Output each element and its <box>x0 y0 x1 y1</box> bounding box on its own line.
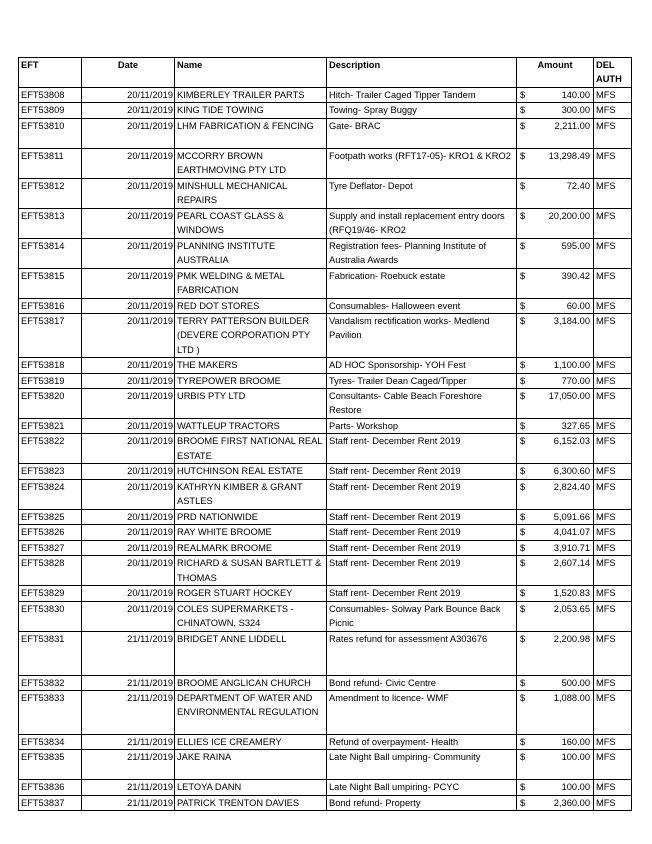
table-row <box>19 525 632 540</box>
cell-eft: EFT53809 <box>19 103 82 118</box>
cell-eft: EFT53833 <box>19 690 82 734</box>
currency-symbol: $ <box>520 603 526 614</box>
cell-eft: EFT53825 <box>19 509 82 524</box>
cell-date: 20/11/2019 <box>82 87 175 102</box>
amount-value: 3,910.71 <box>553 542 590 553</box>
currency-symbol: $ <box>520 633 526 644</box>
cell-description: Registration fees- Planning Institute of Australia Awards <box>327 238 517 268</box>
header-description: Description <box>327 58 517 88</box>
cell-name: PEARL COAST GLASS & WINDOWS <box>175 208 327 238</box>
cell-eft: EFT53837 <box>19 795 82 810</box>
cell-date: 20/11/2019 <box>82 586 175 601</box>
cell-eft: EFT53831 <box>19 631 82 675</box>
amount-value: 595.00 <box>561 240 590 251</box>
cell-del-auth: MFS <box>594 556 632 586</box>
cell-description: Vandalism rectification works- Medlend Pavilion <box>327 314 517 358</box>
cell-name: DEPARTMENT OF WATER AND ENVIRONMENTAL REGULATION <box>175 690 327 734</box>
cell-eft: EFT53820 <box>19 389 82 419</box>
cell-del-auth: MFS <box>594 268 632 298</box>
table-row <box>19 509 632 524</box>
amount-value: 500.00 <box>561 677 590 688</box>
cell-name: ROGER STUART HOCKEY <box>175 586 327 601</box>
table-row <box>19 103 632 118</box>
amount-value: 72.40 <box>566 180 590 191</box>
currency-symbol: $ <box>520 436 526 447</box>
currency-symbol: $ <box>520 466 526 477</box>
cell-eft: EFT53836 <box>19 780 82 795</box>
cell-amount <box>517 103 594 118</box>
cell-eft: EFT53810 <box>19 118 82 148</box>
cell-amount <box>517 148 594 178</box>
cell-amount <box>517 298 594 313</box>
cell-amount <box>517 118 594 148</box>
currency-symbol: $ <box>520 180 526 191</box>
cell-description: Tyre Deflator- Depot <box>327 178 517 208</box>
header-row <box>19 58 632 88</box>
cell-date: 20/11/2019 <box>82 509 175 524</box>
currency-symbol: $ <box>520 752 526 763</box>
cell-del-auth: MFS <box>594 631 632 675</box>
amount-value: 2,200.98 <box>553 633 590 644</box>
cell-name: LHM FABRICATION & FENCING <box>175 118 327 148</box>
cell-del-auth: MFS <box>594 314 632 358</box>
cell-del-auth: MFS <box>594 238 632 268</box>
cell-date: 20/11/2019 <box>82 389 175 419</box>
cell-eft: EFT53818 <box>19 358 82 373</box>
table-row <box>19 434 632 464</box>
amount-value: 160.00 <box>561 736 590 747</box>
table-row <box>19 690 632 734</box>
cell-amount <box>517 87 594 102</box>
amount-value: 2,053.65 <box>553 603 590 614</box>
table-row <box>19 464 632 479</box>
cell-del-auth: MFS <box>594 509 632 524</box>
cell-eft: EFT53826 <box>19 525 82 540</box>
cell-description: Staff rent- December Rent 2019 <box>327 525 517 540</box>
cell-date: 20/11/2019 <box>82 479 175 509</box>
amount-value: 60.00 <box>566 300 590 311</box>
cell-name: LETOYA DANN <box>175 780 327 795</box>
cell-date: 20/11/2019 <box>82 178 175 208</box>
cell-amount <box>517 509 594 524</box>
cell-description: Parts- Workshop <box>327 419 517 434</box>
header-name: Name <box>175 58 327 88</box>
cell-description: Tyres- Trailer Dean Caged/Tipper <box>327 373 517 388</box>
amount-value: 390.42 <box>561 270 590 281</box>
cell-del-auth: MFS <box>594 358 632 373</box>
amount-value: 17,050.00 <box>548 391 590 402</box>
cell-date: 20/11/2019 <box>82 434 175 464</box>
table-row <box>19 631 632 675</box>
cell-date: 20/11/2019 <box>82 525 175 540</box>
cell-amount <box>517 675 594 690</box>
currency-symbol: $ <box>520 481 526 492</box>
cell-del-auth: MFS <box>594 586 632 601</box>
cell-date: 20/11/2019 <box>82 118 175 148</box>
cell-description: Fabrication- Roebuck estate <box>327 268 517 298</box>
cell-date: 20/11/2019 <box>82 464 175 479</box>
cell-date: 21/11/2019 <box>82 795 175 810</box>
currency-symbol: $ <box>520 89 526 100</box>
cell-date: 20/11/2019 <box>82 540 175 555</box>
cell-description: Consumables- Halloween event <box>327 298 517 313</box>
header-eft: EFT <box>19 58 82 88</box>
cell-eft: EFT53821 <box>19 419 82 434</box>
currency-symbol: $ <box>520 300 526 311</box>
currency-symbol: $ <box>520 421 526 432</box>
cell-name: BROOME ANGLICAN CHURCH <box>175 675 327 690</box>
cell-amount <box>517 734 594 749</box>
cell-eft: EFT53812 <box>19 178 82 208</box>
cell-del-auth: MFS <box>594 208 632 238</box>
cell-del-auth: MFS <box>594 389 632 419</box>
cell-name: RAY WHITE BROOME <box>175 525 327 540</box>
cell-eft: EFT53822 <box>19 434 82 464</box>
cell-name: KATHRYN KIMBER & GRANT ASTLES <box>175 479 327 509</box>
cell-name: COLES SUPERMARKETS - CHINATOWN, S324 <box>175 601 327 631</box>
cell-amount <box>517 690 594 734</box>
cell-name: KING TIDE TOWING <box>175 103 327 118</box>
cell-description: AD HOC Sponsorship- YOH Fest <box>327 358 517 373</box>
cell-amount <box>517 795 594 810</box>
cell-del-auth: MFS <box>594 118 632 148</box>
cell-amount <box>517 389 594 419</box>
table-row <box>19 556 632 586</box>
cell-del-auth: MFS <box>594 540 632 555</box>
cell-amount <box>517 464 594 479</box>
currency-symbol: $ <box>520 240 526 251</box>
table-row <box>19 540 632 555</box>
cell-date: 21/11/2019 <box>82 631 175 675</box>
cell-name: TYREPOWER BROOME <box>175 373 327 388</box>
cell-name: WATTLEUP TRACTORS <box>175 419 327 434</box>
payments-table <box>18 57 632 811</box>
cell-description: Staff rent- December Rent 2019 <box>327 586 517 601</box>
cell-name: THE MAKERS <box>175 358 327 373</box>
cell-description: Refund of overpayment- Health <box>327 734 517 749</box>
cell-description: Hitch- Trailer Caged Tipper Tandem <box>327 87 517 102</box>
amount-value: 100.00 <box>561 782 590 793</box>
amount-value: 300.00 <box>561 105 590 116</box>
currency-symbol: $ <box>520 375 526 386</box>
cell-name: BRIDGET ANNE LIDDELL <box>175 631 327 675</box>
amount-value: 2,360.00 <box>553 797 590 808</box>
cell-eft: EFT53828 <box>19 556 82 586</box>
cell-amount <box>517 314 594 358</box>
table-row <box>19 87 632 102</box>
cell-description: Supply and install replacement entry doors (RFQ19/46- KRO2 <box>327 208 517 238</box>
currency-symbol: $ <box>520 210 526 221</box>
table-row <box>19 118 632 148</box>
cell-name: RICHARD & SUSAN BARTLETT & THOMAS <box>175 556 327 586</box>
currency-symbol: $ <box>520 736 526 747</box>
cell-del-auth: MFS <box>594 750 632 780</box>
cell-date: 21/11/2019 <box>82 690 175 734</box>
table-row <box>19 238 632 268</box>
cell-eft: EFT53819 <box>19 373 82 388</box>
currency-symbol: $ <box>520 677 526 688</box>
table-row <box>19 148 632 178</box>
amount-value: 1,520.83 <box>553 588 590 599</box>
amount-value: 770.00 <box>561 375 590 386</box>
amount-value: 140.00 <box>561 89 590 100</box>
currency-symbol: $ <box>520 511 526 522</box>
cell-del-auth: MFS <box>594 795 632 810</box>
cell-date: 20/11/2019 <box>82 268 175 298</box>
cell-eft: EFT53829 <box>19 586 82 601</box>
cell-amount <box>517 586 594 601</box>
cell-amount <box>517 479 594 509</box>
currency-symbol: $ <box>520 782 526 793</box>
cell-name: JAKE RAINA <box>175 750 327 780</box>
table-body <box>19 87 632 810</box>
cell-eft: EFT53835 <box>19 750 82 780</box>
amount-value: 5,091.66 <box>553 511 590 522</box>
cell-name: PLANNING INSTITUTE AUSTRALIA <box>175 238 327 268</box>
cell-eft: EFT53830 <box>19 601 82 631</box>
cell-date: 20/11/2019 <box>82 314 175 358</box>
cell-eft: EFT53832 <box>19 675 82 690</box>
cell-date: 21/11/2019 <box>82 675 175 690</box>
cell-date: 20/11/2019 <box>82 556 175 586</box>
table-row <box>19 419 632 434</box>
header-del-auth: DEL AUTH <box>594 58 632 88</box>
currency-symbol: $ <box>520 105 526 116</box>
cell-date: 21/11/2019 <box>82 734 175 749</box>
cell-date: 20/11/2019 <box>82 358 175 373</box>
cell-amount <box>517 556 594 586</box>
cell-description: Rates refund for assessment A303676 <box>327 631 517 675</box>
cell-del-auth: MFS <box>594 690 632 734</box>
table-row <box>19 795 632 810</box>
cell-eft: EFT53815 <box>19 268 82 298</box>
cell-date: 20/11/2019 <box>82 208 175 238</box>
cell-del-auth: MFS <box>594 373 632 388</box>
cell-name: MCCORRY BROWN EARTHMOVING PTY LTD <box>175 148 327 178</box>
table-row <box>19 389 632 419</box>
cell-amount <box>517 178 594 208</box>
amount-value: 2,211.00 <box>554 120 590 131</box>
table-row <box>19 734 632 749</box>
cell-eft: EFT53824 <box>19 479 82 509</box>
cell-amount <box>517 419 594 434</box>
cell-name: BROOME FIRST NATIONAL REAL ESTATE <box>175 434 327 464</box>
amount-value: 13,298.49 <box>548 150 590 161</box>
cell-date: 21/11/2019 <box>82 780 175 795</box>
cell-amount <box>517 238 594 268</box>
currency-symbol: $ <box>520 797 526 808</box>
currency-symbol: $ <box>520 588 526 599</box>
cell-eft: EFT53814 <box>19 238 82 268</box>
cell-eft: EFT53816 <box>19 298 82 313</box>
amount-value: 100.00 <box>561 752 590 763</box>
cell-eft: EFT53817 <box>19 314 82 358</box>
cell-del-auth: MFS <box>594 780 632 795</box>
amount-value: 6,300.60 <box>553 466 590 477</box>
table-row <box>19 675 632 690</box>
cell-eft: EFT53811 <box>19 148 82 178</box>
amount-value: 3,184.00 <box>553 316 590 327</box>
cell-amount <box>517 540 594 555</box>
cell-description: Consultants- Cable Beach Foreshore Restore <box>327 389 517 419</box>
table-row <box>19 178 632 208</box>
table-row <box>19 268 632 298</box>
cell-amount <box>517 750 594 780</box>
table-row <box>19 479 632 509</box>
cell-date: 21/11/2019 <box>82 750 175 780</box>
cell-del-auth: MFS <box>594 298 632 313</box>
currency-symbol: $ <box>520 316 526 327</box>
table-row <box>19 586 632 601</box>
cell-description: Staff rent- December Rent 2019 <box>327 509 517 524</box>
cell-amount <box>517 358 594 373</box>
amount-value: 6,152.03 <box>553 436 590 447</box>
cell-eft: EFT53827 <box>19 540 82 555</box>
currency-symbol: $ <box>520 120 526 131</box>
cell-description: Footpath works (RFT17-05)- KRO1 & KRO2 <box>327 148 517 178</box>
cell-date: 20/11/2019 <box>82 298 175 313</box>
amount-value: 1,088.00 <box>553 692 590 703</box>
cell-description: Amendment to licence- WMF <box>327 690 517 734</box>
currency-symbol: $ <box>520 527 526 538</box>
table-row <box>19 750 632 780</box>
cell-amount <box>517 268 594 298</box>
table-row <box>19 298 632 313</box>
currency-symbol: $ <box>520 270 526 281</box>
cell-date: 20/11/2019 <box>82 419 175 434</box>
cell-del-auth: MFS <box>594 675 632 690</box>
header-amount: Amount <box>517 58 594 88</box>
cell-description: Staff rent- December Rent 2019 <box>327 540 517 555</box>
cell-name: TERRY PATTERSON BUILDER (DEVERE CORPORATION PTY LTD ) <box>175 314 327 358</box>
currency-symbol: $ <box>520 360 526 371</box>
cell-eft: EFT53813 <box>19 208 82 238</box>
currency-symbol: $ <box>520 692 526 703</box>
header-date: Date <box>82 58 175 88</box>
table-row <box>19 208 632 238</box>
cell-del-auth: MFS <box>594 419 632 434</box>
cell-amount <box>517 373 594 388</box>
cell-name: RED DOT STORES <box>175 298 327 313</box>
cell-name: REALMARK BROOME <box>175 540 327 555</box>
cell-amount <box>517 631 594 675</box>
cell-date: 20/11/2019 <box>82 238 175 268</box>
cell-date: 20/11/2019 <box>82 373 175 388</box>
cell-description: Bond refund- Civic Centre <box>327 675 517 690</box>
cell-name: URBIS PTY LTD <box>175 389 327 419</box>
amount-value: 20,200.00 <box>548 210 590 221</box>
cell-description: Towing- Spray Buggy <box>327 103 517 118</box>
cell-name: PRD NATIONWIDE <box>175 509 327 524</box>
cell-name: HUTCHINSON REAL ESTATE <box>175 464 327 479</box>
cell-description: Staff rent- December Rent 2019 <box>327 556 517 586</box>
table-row <box>19 780 632 795</box>
table-row <box>19 314 632 358</box>
currency-symbol: $ <box>520 391 526 402</box>
table-row <box>19 358 632 373</box>
amount-value: 1,100.00 <box>553 360 590 371</box>
cell-description: Consumables- Solway Park Bounce Back Picnic <box>327 601 517 631</box>
cell-description: Gate- BRAC <box>327 118 517 148</box>
cell-del-auth: MFS <box>594 87 632 102</box>
cell-eft: EFT53823 <box>19 464 82 479</box>
cell-description: Staff rent- December Rent 2019 <box>327 434 517 464</box>
table-row <box>19 373 632 388</box>
cell-name: ELLIES ICE CREAMERY <box>175 734 327 749</box>
currency-symbol: $ <box>520 150 526 161</box>
cell-eft: EFT53834 <box>19 734 82 749</box>
cell-eft: EFT53808 <box>19 87 82 102</box>
cell-del-auth: MFS <box>594 601 632 631</box>
cell-del-auth: MFS <box>594 178 632 208</box>
cell-name: PATRICK TRENTON DAVIES <box>175 795 327 810</box>
cell-amount <box>517 434 594 464</box>
cell-amount <box>517 208 594 238</box>
currency-symbol: $ <box>520 542 526 553</box>
cell-description: Staff rent- December Rent 2019 <box>327 464 517 479</box>
cell-date: 20/11/2019 <box>82 148 175 178</box>
cell-description: Late Night Ball umpiring- Community <box>327 750 517 780</box>
cell-del-auth: MFS <box>594 148 632 178</box>
cell-del-auth: MFS <box>594 734 632 749</box>
amount-value: 2,607.14 <box>553 558 590 569</box>
cell-description: Late Night Ball umpiring- PCYC <box>327 780 517 795</box>
cell-del-auth: MFS <box>594 464 632 479</box>
cell-amount <box>517 601 594 631</box>
cell-name: MINSHULL MECHANICAL REPAIRS <box>175 178 327 208</box>
amount-value: 327.65 <box>561 421 590 432</box>
amount-value: 4,041.07 <box>553 527 590 538</box>
table-row <box>19 601 632 631</box>
cell-del-auth: MFS <box>594 525 632 540</box>
cell-amount <box>517 780 594 795</box>
amount-value: 2,824.40 <box>553 481 590 492</box>
cell-amount <box>517 525 594 540</box>
cell-date: 20/11/2019 <box>82 103 175 118</box>
cell-name: PMK WELDING & METAL FABRICATION <box>175 268 327 298</box>
cell-description: Staff rent- December Rent 2019 <box>327 479 517 509</box>
cell-del-auth: MFS <box>594 479 632 509</box>
cell-name: KIMBERLEY TRAILER PARTS <box>175 87 327 102</box>
currency-symbol: $ <box>520 558 526 569</box>
cell-del-auth: MFS <box>594 434 632 464</box>
cell-del-auth: MFS <box>594 103 632 118</box>
cell-date: 20/11/2019 <box>82 601 175 631</box>
cell-description: Bond refund- Property <box>327 795 517 810</box>
